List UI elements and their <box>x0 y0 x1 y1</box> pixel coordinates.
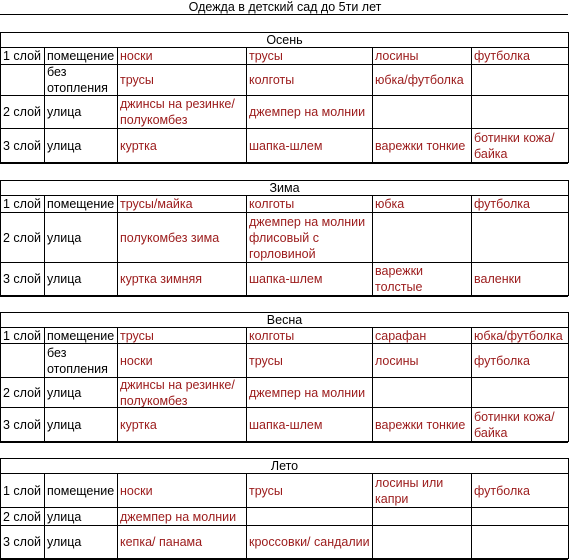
clothing-item-cell: трусы/майка <box>120 197 193 211</box>
season-header: Осень <box>266 33 303 47</box>
clothing-item-cell: трусы <box>120 328 154 343</box>
clothing-item-cell: шапка-шлем <box>249 138 323 153</box>
clothing-item-cell <box>373 96 471 128</box>
clothing-item-cell: колготы <box>249 73 295 87</box>
clothing-item-cell: колготы <box>249 328 295 343</box>
layer-cell: 3 слой <box>3 535 42 549</box>
clothing-item-cell <box>373 526 471 558</box>
clothing-item-cell: куртка <box>120 138 157 153</box>
clothing-item-cell: варежки тонкие <box>375 417 466 432</box>
season-header: Весна <box>266 313 303 327</box>
layer-cell: 2 слой <box>3 509 42 524</box>
clothing-item-cell: кроссовки/ сандалии <box>249 535 370 549</box>
place-cell: помещение <box>47 197 115 211</box>
clothing-item-cell: трусы <box>249 49 283 63</box>
clothing-item-cell: шапка-шлем <box>249 417 323 432</box>
clothing-item-cell <box>472 96 568 128</box>
table-right-border <box>568 32 569 163</box>
table-right-border <box>568 180 569 296</box>
layer-cell: 2 слой <box>3 385 42 400</box>
clothing-item-cell: носки <box>120 483 153 498</box>
clothing-item-cell: джинсы на резинке/ полукомбез <box>120 97 235 127</box>
layer-cell: 3 слой <box>3 138 42 153</box>
clothing-item-cell: варежки толстые <box>375 264 424 294</box>
place-cell: улица <box>47 417 82 432</box>
place-cell: улица <box>47 272 82 286</box>
layer-cell: 2 слой <box>3 230 42 245</box>
clothing-item-cell: валенки <box>474 272 522 286</box>
clothing-item-cell: колготы <box>249 197 295 211</box>
clothing-item-cell: ботинки кожа/ байка <box>474 130 555 161</box>
clothing-item-cell: футболка <box>474 49 530 63</box>
clothing-item-cell <box>472 213 568 262</box>
clothing-item-cell: трусы <box>249 353 283 368</box>
clothing-item-cell: джинсы на резинке/ полукомбез <box>120 378 235 407</box>
layer-cell: 1 слой <box>3 328 42 343</box>
layer-cell: 1 слой <box>3 483 42 498</box>
clothing-item-cell: носки <box>120 49 153 63</box>
season-header: Лето <box>270 459 299 473</box>
clothing-item-cell <box>472 65 568 95</box>
clothing-item-cell: кепка/ панама <box>120 535 203 549</box>
layer-cell: 1 слой <box>3 49 42 63</box>
place-cell: помещение <box>47 49 115 63</box>
layer-cell <box>1 65 44 95</box>
clothing-item-cell: джемпер на молнии <box>249 105 366 119</box>
clothing-item-cell: шапка-шлем <box>249 272 323 286</box>
clothing-item-cell <box>472 378 568 407</box>
clothing-item-cell: джемпер на молнии <box>249 385 366 400</box>
place-cell: улица <box>47 535 82 549</box>
clothing-item-cell: сарафан <box>375 328 427 343</box>
clothing-item-cell: куртка зимняя <box>120 272 203 286</box>
season-header: Зима <box>269 181 300 195</box>
clothing-item-cell: трусы <box>249 483 283 498</box>
clothing-item-cell: футболка <box>474 353 530 368</box>
clothing-item-cell: лосины <box>375 353 419 368</box>
clothing-item-cell: юбка <box>375 197 405 211</box>
table-right-border <box>568 312 569 442</box>
clothing-item-cell: варежки тонкие <box>375 138 466 153</box>
place-cell: улица <box>47 105 82 119</box>
place-cell: улица <box>47 385 82 400</box>
title-underline <box>0 14 568 15</box>
layer-cell: 2 слой <box>3 105 42 119</box>
clothing-item-cell: джемпер на молнии <box>120 509 237 524</box>
place-cell: помещение <box>47 483 115 498</box>
clothing-item-cell: полукомбез зима <box>120 230 220 245</box>
block-bottom-border <box>0 296 568 297</box>
clothing-item-cell <box>373 378 471 407</box>
clothing-item-cell: лосины или капри <box>375 475 444 506</box>
clothing-item-cell: ботинки кожа/ байка <box>474 409 555 440</box>
place-cell: помещение <box>47 328 115 343</box>
clothing-item-cell: юбка/футболка <box>474 328 563 343</box>
layer-cell: 3 слой <box>3 417 42 432</box>
place-cell: улица <box>47 509 82 524</box>
clothing-item-cell <box>373 213 471 262</box>
clothing-item-cell: футболка <box>474 483 530 498</box>
layer-cell: 1 слой <box>3 197 42 211</box>
clothing-item-cell: юбка/футболка <box>375 73 464 87</box>
clothing-item-cell <box>373 508 471 525</box>
table-right-border <box>568 458 569 559</box>
place-cell: без отопления <box>47 65 108 95</box>
clothing-item-cell: куртка <box>120 417 157 432</box>
place-cell: без отопления <box>47 345 108 376</box>
clothing-item-cell: футболка <box>474 197 530 211</box>
block-bottom-border <box>0 163 568 164</box>
layer-cell: 3 слой <box>3 272 42 286</box>
clothing-item-cell: джемпер на молнии флисовый с горловиной <box>249 214 366 261</box>
place-cell: улица <box>47 138 82 153</box>
clothing-item-cell: носки <box>120 353 153 368</box>
block-bottom-border <box>0 442 568 443</box>
clothing-item-cell <box>247 508 372 525</box>
place-cell: улица <box>47 230 82 245</box>
clothing-item-cell: лосины <box>375 49 419 63</box>
layer-cell <box>1 344 44 377</box>
clothing-item-cell <box>472 526 568 558</box>
clothing-item-cell <box>472 508 568 525</box>
sheet-title: Одежда в детский сад до 5ти лет <box>188 0 382 14</box>
clothing-item-cell: трусы <box>120 73 154 87</box>
